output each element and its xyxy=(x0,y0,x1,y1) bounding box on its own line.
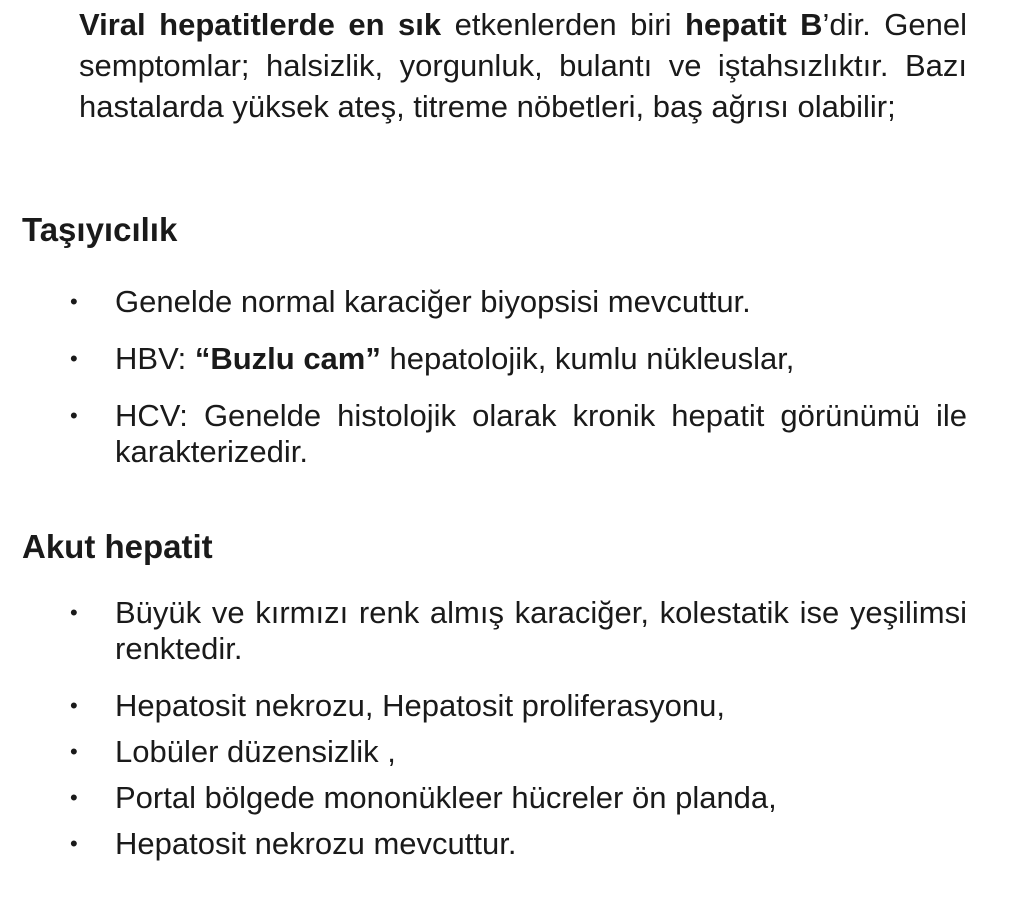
list-item xyxy=(0,780,967,816)
bullet-icon: • xyxy=(70,600,78,625)
list-item xyxy=(0,826,967,862)
list-item-text: Genelde normal karaciğer biyopsisi mevcuttur. xyxy=(115,284,751,319)
section-heading-acute: Akut hepatit xyxy=(22,528,213,565)
bullet-icon: • xyxy=(70,289,78,314)
bullet-icon: • xyxy=(70,739,78,764)
list-item-text-bold: “Buzlu cam” xyxy=(194,341,381,376)
list-item xyxy=(0,284,967,320)
list-item xyxy=(0,734,967,770)
intro-paragraph xyxy=(79,4,967,127)
list-item-text: Hepatosit nekrozu mevcuttur. xyxy=(115,826,517,861)
bullet-icon: • xyxy=(70,403,78,428)
bullet-icon: • xyxy=(70,831,78,856)
list-item-text: Portal bölgede mononükleer hücreler ön planda, xyxy=(115,780,777,815)
section-heading-carrier: Taşıyıcılık xyxy=(22,211,178,248)
list-item-text: HCV: Genelde histolojik olarak kronik hepatit görünümü ile karakterizedir. xyxy=(115,398,967,469)
bullet-icon: • xyxy=(70,346,78,371)
carrier-list xyxy=(0,284,1024,470)
list-item-text: Lobüler düzensizlik , xyxy=(115,734,396,769)
intro-bold-1: Viral hepatitlerde en sık xyxy=(79,7,442,42)
intro-text-2: ’dir. Genel semptomlar; halsizlik, yorgunluk, bulantı ve iştahsızlıktır. Bazı hastalarda yüksek ateş, titreme nöbetleri, baş ağrısı olabilir; xyxy=(79,7,968,124)
list-item xyxy=(0,398,967,470)
list-item-text-post: hepatolojik, kumlu nükleuslar, xyxy=(380,341,795,376)
list-item xyxy=(0,341,967,377)
list-item xyxy=(0,595,967,667)
list-item-text-pre: HBV: xyxy=(115,341,195,376)
intro-text-1: etkenlerden biri xyxy=(441,7,686,42)
bullet-icon: • xyxy=(70,785,78,810)
bullet-icon: • xyxy=(70,693,78,718)
intro-bold-2: hepatit B xyxy=(685,7,823,42)
list-item-text: Büyük ve kırmızı renk almış karaciğer, kolestatik ise yeşilimsi renktedir. xyxy=(115,595,967,666)
list-item xyxy=(0,688,967,724)
acute-list xyxy=(0,595,1024,862)
list-item-text: Hepatosit nekrozu, Hepatosit proliferasyonu, xyxy=(115,688,725,723)
